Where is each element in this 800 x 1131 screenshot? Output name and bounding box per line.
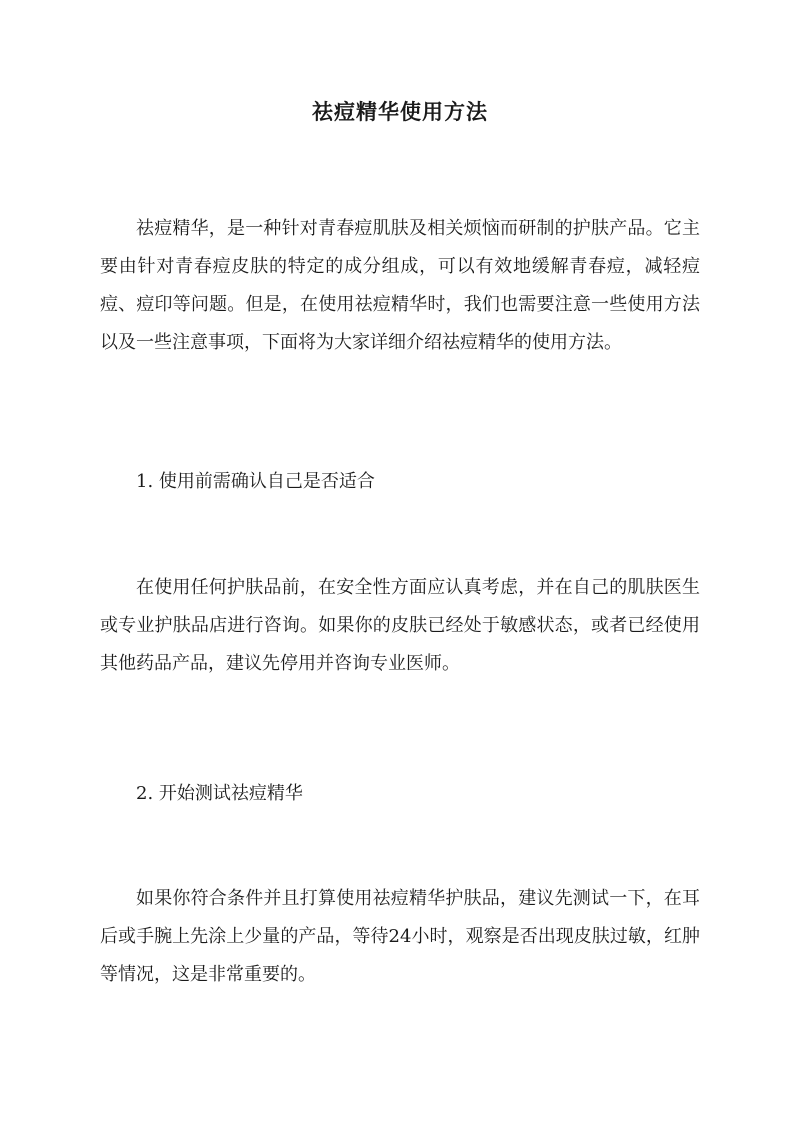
section-2-heading: 2. 开始测试祛痘精华 bbox=[136, 783, 303, 804]
section-2-paragraph: 如果你符合条件并且打算使用祛痘精华护肤品，建议先测试一下，在耳后或手腕上先涂上少量的产品，等待24小时，观察是否出现皮肤过敏，红肿等情况，这是非常重要的。 bbox=[100, 888, 700, 985]
section-1-heading: 1. 使用前需确认自己是否适合 bbox=[136, 471, 375, 492]
section-1-paragraph: 在使用任何护肤品前，在安全性方面应认真考虑，并在自己的肌肤医生或专业护肤品店进行咨询。如果你的皮肤已经处于敏感状态，或者已经使用其他药品产品，建议先停用并咨询专业医师。 bbox=[100, 577, 700, 674]
document-title: 祛痘精华使用方法 bbox=[312, 99, 488, 124]
intro-paragraph: 祛痘精华，是一种针对青春痘肌肤及相关烦恼而研制的护肤产品。它主要由针对青春痘皮肤的特定的成分组成，可以有效地缓解青春痘，减轻痘痘、痘印等问题。但是，在使用祛痘精华时，我们也需要注意一些使用方法以及一些注意事项，下面将为大家详细介绍祛痘精华的使用方法。 bbox=[100, 218, 700, 353]
